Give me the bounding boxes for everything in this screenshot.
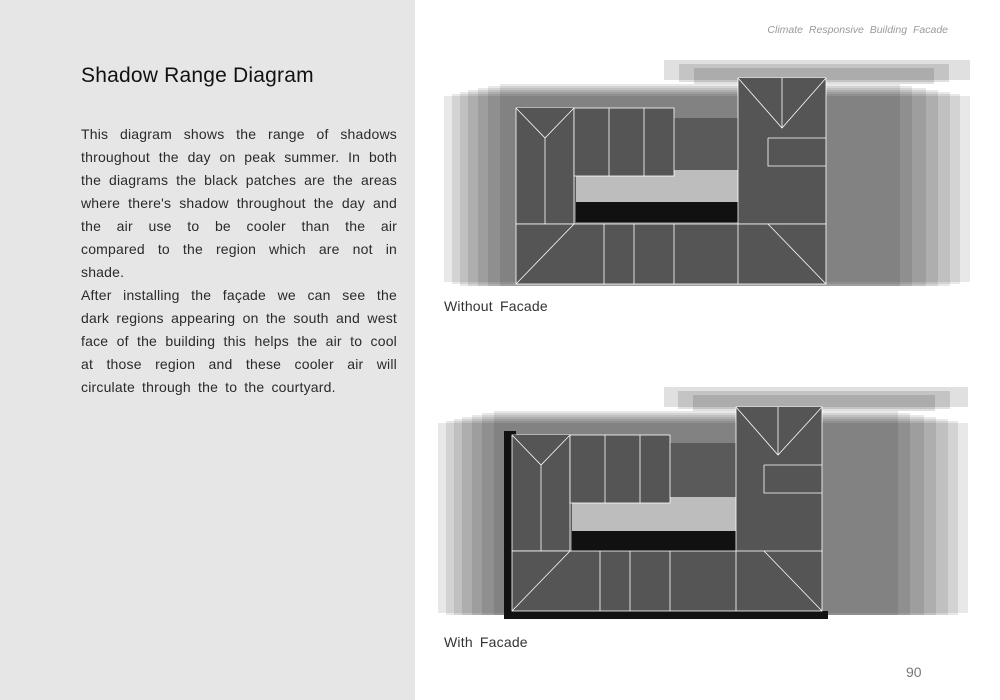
courtyard-dark-band	[572, 531, 736, 551]
body-text	[81, 123, 397, 399]
facade-shadow-south	[504, 611, 828, 619]
caption-without-facade: Without Facade	[444, 298, 548, 314]
shadow-diagram-with-facade	[438, 385, 968, 623]
page-number: 90	[906, 664, 922, 680]
page-title: Shadow Range Diagram	[81, 64, 314, 87]
paragraph-1: This diagram shows the range of shadows throughout the day on peak summer. In both the diagrams the black patches are the areas where there's shadow throughout the day and the air use to be cooler than the air compared to the region which are not in shade.	[81, 126, 397, 280]
shadow-diagram-without-facade	[444, 58, 970, 296]
paragraph-2: After installing the façade we can see the dark regions appearing on the south and west face of the building this helps the air to cool at those region and these cooler air will circulate through the to the courtyard.	[81, 287, 397, 395]
caption-with-facade: With Facade	[444, 634, 528, 650]
courtyard-dark-band	[576, 202, 738, 222]
running-header: Climate Responsive Building Facade	[767, 24, 948, 36]
left-panel	[0, 0, 415, 700]
